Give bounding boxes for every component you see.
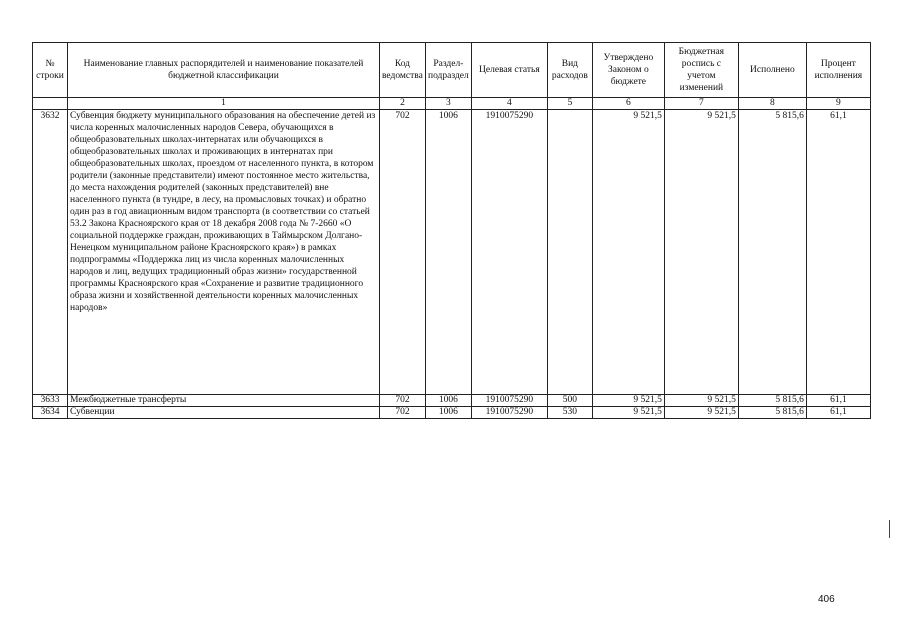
executed-amount: 5 815,6 [738,407,806,419]
column-number: 2 [380,98,426,110]
column-number-row [33,98,871,110]
percent-executed: 61,1 [806,110,870,395]
header-expense-type: Вид расходов [547,43,592,98]
dept-code: 702 [380,407,426,419]
expense-type: 530 [547,407,592,419]
section-code: 1006 [425,395,471,407]
column-number: 4 [471,98,547,110]
scan-artifact-line [889,520,890,538]
page-number: 406 [818,594,835,605]
header-target-article: Целевая статья [471,43,547,98]
header-budget-schedule: Бюджетная роспись с учетом изменений [664,43,738,98]
target-article: 1910075290 [471,407,547,419]
table-row [33,407,871,419]
header-name: Наименование главных распорядителей и наименование показателей бюджетной классификации [68,43,380,98]
budget-execution-table [32,42,871,419]
section-code: 1006 [425,110,471,395]
target-article: 1910075290 [471,110,547,395]
row-number: 3634 [33,407,68,419]
column-number: 7 [664,98,738,110]
table-row [33,110,871,395]
percent-executed: 61,1 [806,395,870,407]
row-number: 3632 [33,110,68,395]
column-number: 5 [547,98,592,110]
target-article: 1910075290 [471,395,547,407]
expense-type: 500 [547,395,592,407]
row-number: 3633 [33,395,68,407]
approved-amount: 9 521,5 [592,110,664,395]
budget-amount: 9 521,5 [664,110,738,395]
approved-amount: 9 521,5 [592,395,664,407]
dept-code: 702 [380,110,426,395]
approved-amount: 9 521,5 [592,407,664,419]
expense-type [547,110,592,395]
section-code: 1006 [425,407,471,419]
header-row-number: № строки [33,43,68,98]
column-number: 1 [68,98,380,110]
percent-executed: 61,1 [806,407,870,419]
row-name: Межбюджетные трансферты [68,395,380,407]
dept-code: 702 [380,395,426,407]
column-number: 9 [806,98,870,110]
table-row [33,395,871,407]
column-number: 6 [592,98,664,110]
executed-amount: 5 815,6 [738,395,806,407]
header-executed: Исполнено [738,43,806,98]
budget-amount: 9 521,5 [664,395,738,407]
column-number: 8 [738,98,806,110]
table-header-row [33,43,871,98]
budget-amount: 9 521,5 [664,407,738,419]
header-section: Раздел-подраздел [425,43,471,98]
header-percent: Процент исполнения [806,43,870,98]
row-name: Субвенции [68,407,380,419]
header-approved: Утверждено Законом о бюджете [592,43,664,98]
header-dept-code: Код ведомства [380,43,426,98]
column-number: 3 [425,98,471,110]
executed-amount: 5 815,6 [738,110,806,395]
row-name: Субвенция бюджету муниципального образования на обеспечение детей из числа коренных малочисленных народов Севера, обучающихся в общеобразовательных школах-интернатах или обучающихся в общеобразовательных школах и проживающих в интернатах при общеобразовательных школах, проездом от населенного пункта, в котором родители (законные представители) имеют постоянное место жительства, до места нахождения родителей (законных представителей) вне населенного пункта (в тундре, в лесу, на промысловых точках) и обратно один раз в год авиационным видом транспорта (в соответствии со статьей 53.2 Закона Красноярского края от 18 декабря 2008 года № 7-2660 «О социальной поддержке граждан, проживающих в Таймырском Долгано-Ненецком муниципальном районе Красноярского края») в рамках подпрограммы «Поддержка лиц из числа коренных малочисленных народов и лиц, ведущих традиционный образ жизни» государственной программы Красноярского края «Сохранение и развитие традиционного образа жизни и хозяйственной деятельности коренных малочисленных народов» [68,110,380,395]
